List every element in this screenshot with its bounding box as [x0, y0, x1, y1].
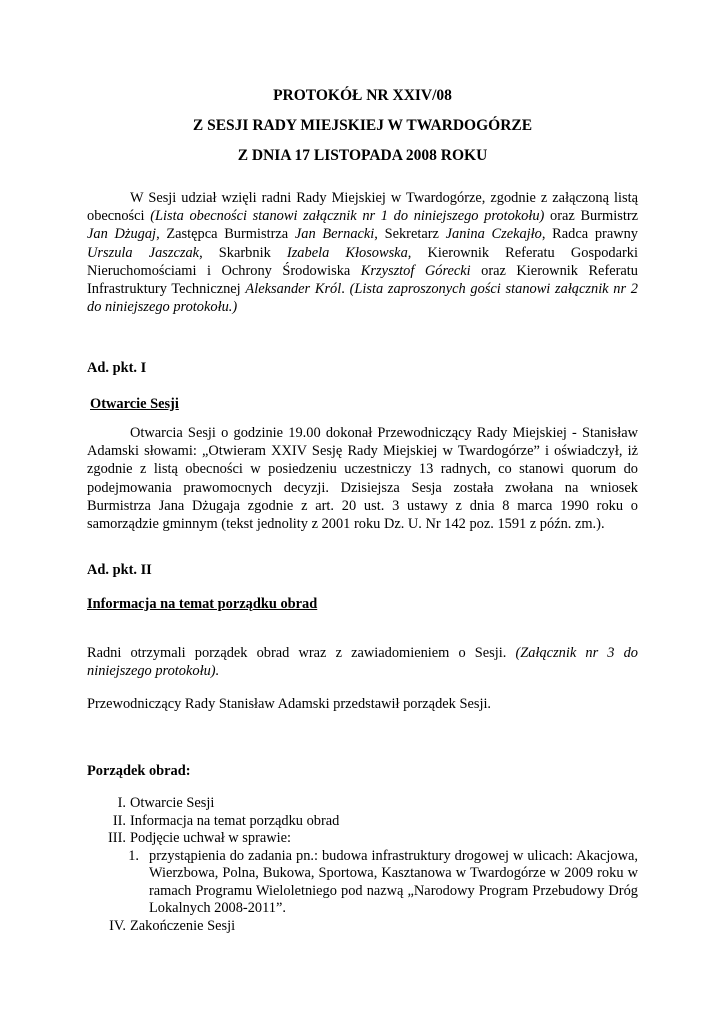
agenda-item-number: II. — [112, 812, 126, 829]
section1-body: Otwarcia Sesji o godzinie 19.00 dokonał Przewodniczący Rady Miejskiej - Stanisław Adamski słowami: „Otwieram XXIV Sesję Rady Miejskiej w Twardogórze” i oświadczył, iż zgodnie z listą obecności w posiedzeniu uczestniczy 13 radnych, co stanowi quorum do podejmowania prawomocnych decyzji. Dzisiejsza Sesja została zwołana na wniosek Burmistrza Jana Dżugaja zgodnie z art. 20 ust. 3 ustawy z dnia 8 marca 1990 roku o samorządzie gminnym (tekst jednolity z 2001 roku Dz. U. Nr 142 poz. 1591 z późn. zm.). — [87, 425, 638, 533]
agenda-item-text: Podjęcie uchwał w sprawie: — [130, 830, 292, 846]
intro-italic-segment: Izabela Kłosowska — [286, 244, 408, 261]
intro-text-segment: oraz Burmistrz — [544, 208, 639, 225]
agenda-item — [87, 813, 638, 831]
section2-subheading: Informacja na temat porządku obrad — [87, 596, 318, 612]
session-title: Z SESJI RADY MIEJSKIEJ W TWARDOGÓRZE — [192, 117, 533, 134]
agenda-item-number: III. — [108, 830, 126, 846]
agenda-item-text: Zakończenie Sesji — [130, 917, 236, 934]
section2-heading: Ad. pkt. II — [87, 562, 152, 578]
section2-paragraph-1 — [87, 644, 638, 680]
intro-text-segment: , Sekretarz — [374, 226, 446, 243]
agenda-item — [87, 795, 638, 813]
section2-paragraph-2: Przewodniczący Rady Stanisław Adamski przedstawił porządek Sesji. — [87, 696, 492, 712]
agenda-item — [87, 918, 638, 936]
intro-text-segment: . — [341, 281, 350, 298]
intro-paragraph — [87, 189, 638, 316]
agenda-item — [87, 830, 638, 848]
intro-italic-segment: Jan Bernacki — [294, 226, 375, 243]
agenda-subitem-number: 1. — [128, 847, 139, 864]
intro-text-segment: , Zastępca Burmistrza — [156, 226, 295, 243]
agenda-subitem-text: przystąpienia do zadania pn.: budowa infrastruktury drogowej w ulicach: Akacjowa, Wierzbowa, Polna, Bukowa, Sportowa, Kasztanowa w Twardogórze w 2009 roku w ramach Programu Wieloletniego pod nazwą „Narodowy Program Przebudowy Dróg Lokalnych 2008-2011”. — [149, 847, 638, 916]
intro-text-segment: , Radca prawny — [541, 226, 638, 243]
intro-italic-segment: Urszula Jaszczak — [87, 244, 200, 261]
intro-text-segment: , Kierownik Referatu Gospodarki Nieruchomościami i Ochrony Środowiska — [87, 244, 638, 279]
intro-italic-segment: Aleksander Król — [245, 281, 342, 298]
intro-italic-segment: (Lista obecności stanowi załącznik nr 1 do niniejszego protokołu) — [150, 208, 545, 225]
agenda-heading: Porządek obrad: — [87, 763, 191, 779]
section1-heading: Ad. pkt. I — [87, 360, 147, 376]
agenda-item-number: IV. — [109, 917, 126, 934]
agenda-item-number: I. — [117, 795, 126, 811]
section1-subheading: Otwarcie Sesji — [90, 396, 179, 412]
agenda-list — [87, 795, 638, 935]
intro-text-segment: W Sesji udział wzięli radni Rady Miejskiej w Twardogórze, zgodnie z załączoną listą obecności — [87, 190, 638, 225]
intro-italic-segment: (Lista zaproszonych gości stanowi załącznik nr 2 do niniejszego protokołu.) — [87, 281, 638, 316]
agenda-subitem — [87, 848, 638, 918]
section2-p1-attachment: (Załącznik nr 3 do niniejszego protokołu). — [87, 645, 638, 680]
intro-italic-segment: Krzysztof Górecki — [360, 262, 471, 279]
agenda-item-text: Otwarcie Sesji — [130, 795, 215, 811]
intro-text-segment: , Skarbnik — [199, 244, 287, 261]
agenda-item-text: Informacja na temat porządku obrad — [130, 812, 340, 829]
intro-italic-segment: Jan Dżugaj — [87, 226, 157, 243]
intro-text-segment: oraz Kierownik Referatu Infrastruktury Technicznej — [87, 262, 638, 298]
section2-p1-text: Radni otrzymali porządek obrad wraz z zawiadomieniem o Sesji. — [87, 645, 516, 661]
date-title: Z DNIA 17 LISTOPADA 2008 ROKU — [237, 147, 488, 164]
intro-italic-segment: Janina Czekajło — [445, 226, 542, 243]
protocol-title: PROTOKÓŁ NR XXIV/08 — [273, 87, 452, 104]
